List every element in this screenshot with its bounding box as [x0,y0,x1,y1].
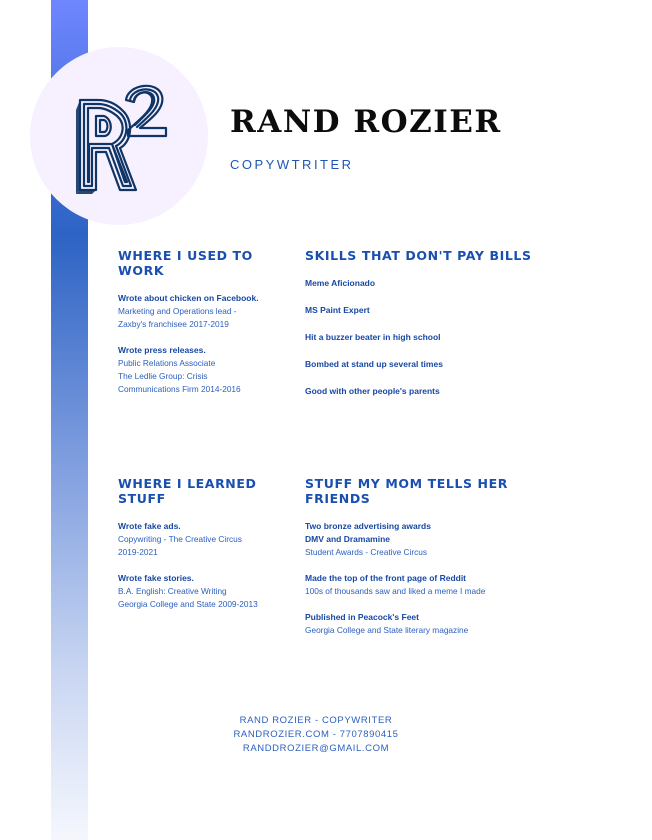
footer-website-link[interactable]: RANDROZIER.COM - 7707890415 [233,729,399,740]
education-section [118,476,303,624]
education-entry-line: Georgia College and State 2009-2013 [118,599,258,609]
work-entry-title: Wrote about chicken on Facebook. [118,293,259,303]
awards-entry-title: Two bronze advertising awards [305,521,431,531]
work-entry-line: Public Relations Associate [118,358,216,368]
skills-heading: SKILLS THAT DON'T PAY BILLS [305,248,532,263]
footer-name-line: RAND ROZIER - COPYWRITER [239,715,393,726]
r2-monogram-logo-icon [70,80,175,195]
work-section [118,248,298,409]
awards-entry-title: Published in Peacock's Feet [305,612,419,622]
skill-item: Meme Aficionado [305,278,376,288]
awards-entry [305,572,565,598]
skill-item: Good with other people's parents [305,386,440,396]
skill-item: MS Paint Expert [305,305,370,315]
awards-entry [305,611,565,637]
awards-section [305,476,565,650]
candidate-role: COPYWTRITER [230,157,354,172]
work-entry [118,292,298,331]
awards-entry-title: Made the top of the front page of Reddit [305,573,467,583]
awards-entry-subtitle: DMV and Dramamine [305,534,391,544]
skill-item: Bombed at stand up several times [305,359,443,369]
work-heading: WHERE I USED TO WORK [118,248,253,278]
awards-entry-line: Student Awards - Creative Circus [305,547,428,557]
work-entry [118,344,298,396]
footer-email-link[interactable]: RANDDROZIER@GMAIL.COM [242,743,390,754]
awards-entry-line: 100s of thousands saw and liked a meme I made [305,586,486,596]
education-entry [118,520,303,559]
awards-entry [305,520,565,559]
work-entry-line: Marketing and Operations lead - [118,306,237,316]
education-entry-line: Copywriting - The Creative Circus [118,534,242,544]
awards-heading: STUFF MY MOM TELLS HER FRIENDS [305,476,508,506]
work-entry-line: Communications Firm 2014-2016 [118,384,241,394]
work-entry-line: Zaxby's franchisee 2017-2019 [118,319,229,329]
education-entry-line: B.A. English: Creative Writing [118,586,227,596]
candidate-name: RAND ROZIER [230,104,502,140]
contact-footer [200,714,432,756]
education-entry-title: Wrote fake stories. [118,573,194,583]
awards-entry-line: Georgia College and State literary magazine [305,625,469,635]
education-entry [118,572,303,611]
education-heading: WHERE I LEARNED STUFF [118,476,257,506]
education-entry-title: Wrote fake ads. [118,521,181,531]
work-entry-title: Wrote press releases. [118,345,206,355]
skills-section [305,248,545,412]
skill-item: Hit a buzzer beater in high school [305,332,441,342]
education-entry-line: 2019-2021 [118,547,158,557]
work-entry-line: The Ledlie Group: Crisis [118,371,208,381]
